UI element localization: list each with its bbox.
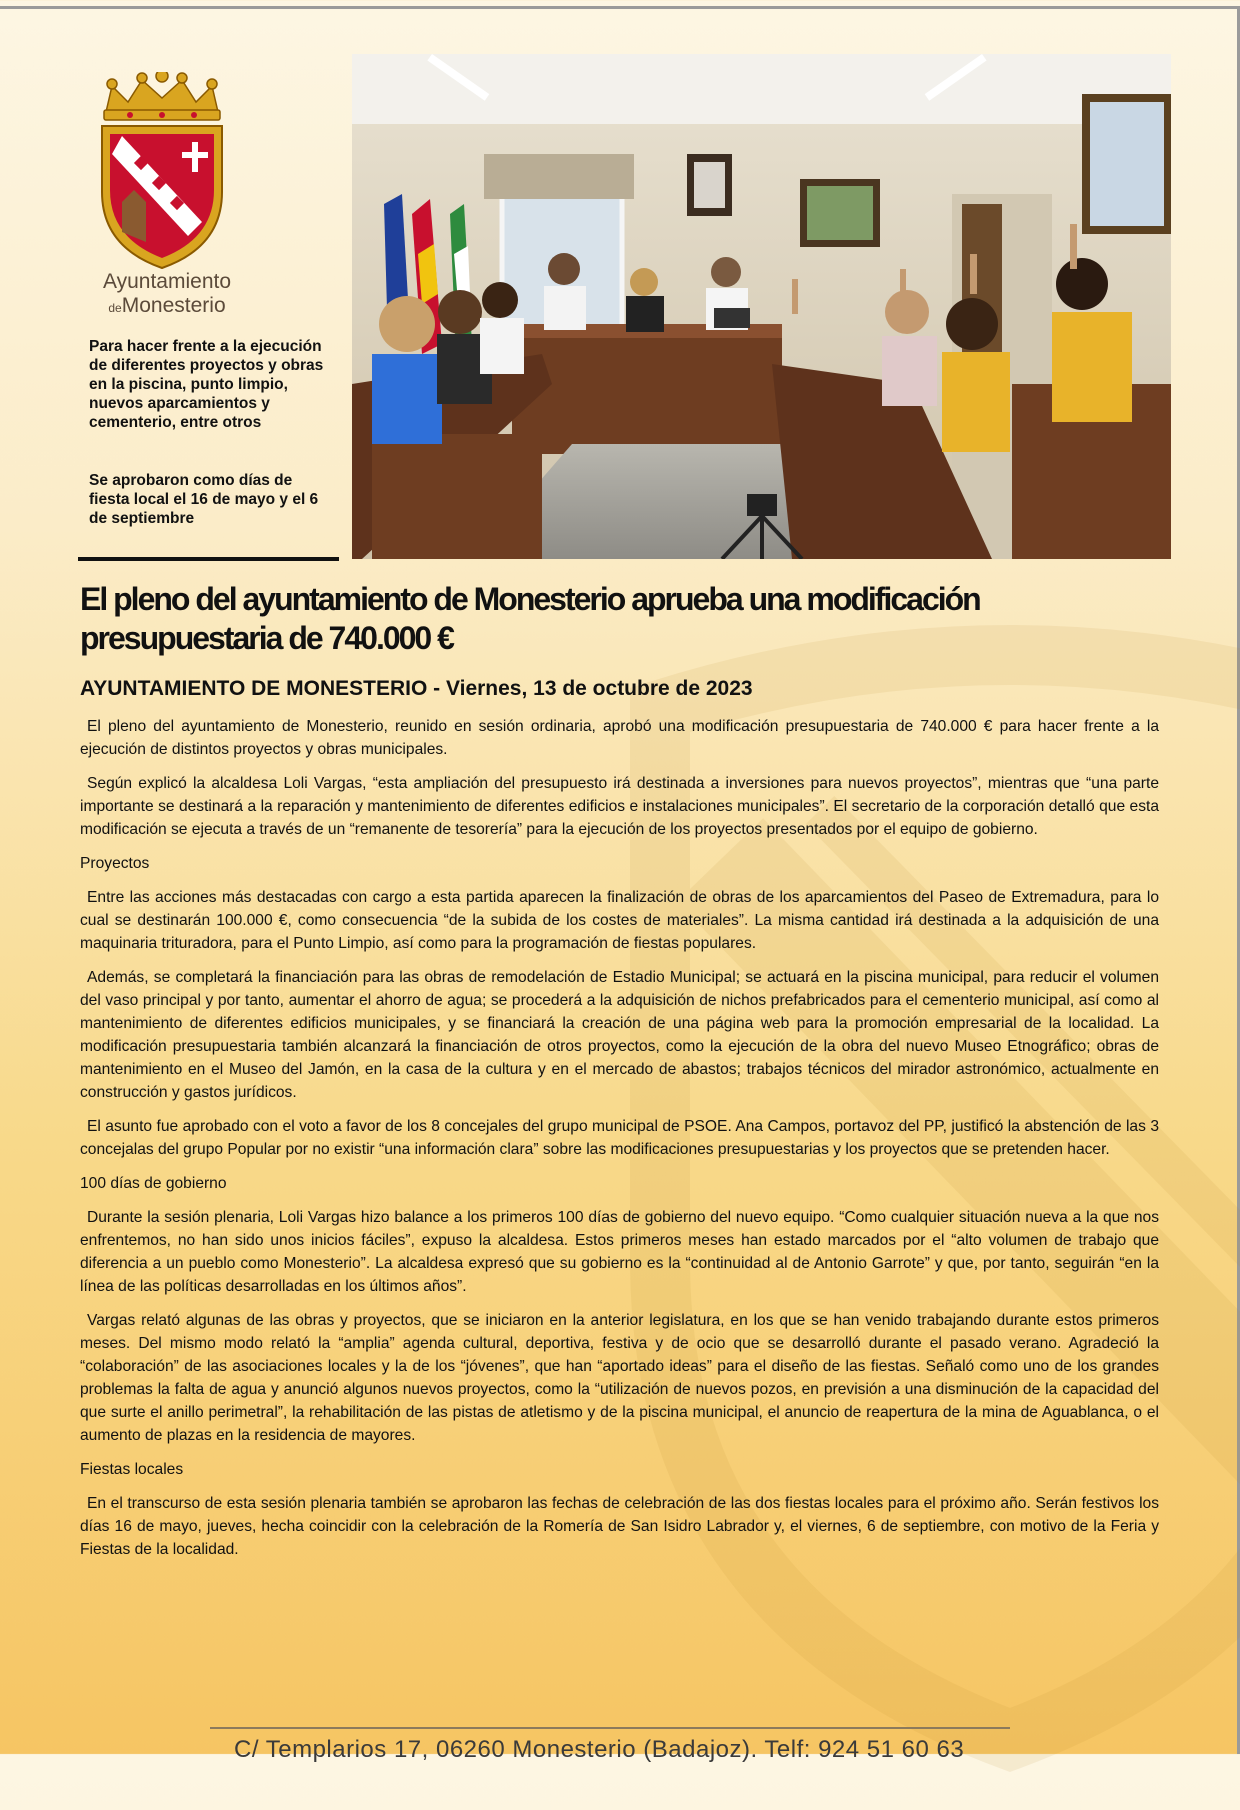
left-column-rule <box>78 557 339 561</box>
paragraph-7: Vargas relató algunas de las obras y proyectos, que se iniciaron en la anterior legislatura, en los que se han venido trabajando durante estos primeros meses. Del mismo modo relató la “amplia” agenda cultural, deportiva, festiva y de ocio que se desarrolló durante el pasado verano. Agradeció la “colaboración” de las asociaciones locales y la de los “jóvenes”, que han “aportado ideas” para el diseño de las fiestas. Señaló como uno de los grandes problemas la falta de agua y anunció algunos nuevos proyectos, como la “utilización de nuevos pozos, en previsión a una disminución de la capacidad del que surte el anillo perimetral”, la rehabilitación de las pistas de atletismo y de la piscina municipal, el anuncio de reapertura de la mina de Aguablanca, o el aumento de plazas en la residencia de mayores. <box>80 1312 1159 1444</box>
footer-rule <box>210 1727 1010 1729</box>
coat-of-arms-icon <box>92 72 232 272</box>
logo-line1: Ayuntamiento <box>102 270 232 293</box>
byline-source: AYUNTAMIENTO DE MONESTERIO <box>80 677 428 700</box>
paragraph-4: Además, se completará la financiación para las obras de remodelación de Estadio Municipal; se actuará en la piscina municipal, para reducir el volumen del vaso principal y por tanto, aumentar el ahorro de agua; se procederá a la adquisición de nichos prefabricados para el cementerio municipal, así como al mantenimiento de diferentes edificios municipales, y se financiará la creación de una página web para la promoción empresarial de la localidad. La modificación presupuestaria también alcanzará la financiación de otros proyectos, como la ejecución de la obra del nuevo Museo Etnográfico; obras de mantenimiento en el Museo del Jamón, en la casa de la cultura y en el mercado de abastos; trabajos técnicos del mirador astronómico, actualmente en construcción y gastos jurídicos. <box>80 969 1159 1101</box>
paragraph-5: El asunto fue aprobado con el voto a favor de los 8 concejales del grupo municipal de PSOE. Ana Campos, portavoz del PP, justificó la abstención de las 3 concejalas del grupo Popular por no existir “una información clara” sobre las modificaciones presupuestarias y los proyectos que se pretenden hacer. <box>80 1118 1159 1158</box>
paragraph-1: El pleno del ayuntamiento de Monesterio, reunido en sesión ordinaria, aprobó una modificación presupuestaria de 740.000 € para hacer frente a la ejecución de distintos proyectos y obras municipales. <box>80 718 1159 758</box>
logo-line2-prefix: de <box>108 301 122 315</box>
paragraph-2: Según explicó la alcaldesa Loli Vargas, “esta ampliación del presupuesto irá destinada a inversiones para nuevos proyectos”, mientras que “una parte importante se destinará a la reparación y mantenimiento de diferentes edificios e instalaciones municipales”. El secretario de la corporación detalló que esta modificación se ejecuta a través de un “remanente de tesorería” para la ejecución de los proyectos presentados por el equipo de gobierno. <box>80 775 1159 838</box>
logo-wordmark <box>82 270 252 320</box>
subhead-fiestas: Se aprobaron como días de fiesta local el 16 de mayo y el 6 de septiembre <box>89 472 319 527</box>
paragraph-8: En el transcurso de esta sesión plenaria también se aprobaron las fechas de celebración de las dos fiestas locales para el próximo año. Serán festivos los días 16 de mayo, jueves, hecha coincidir con la celebración de la Romería de San Isidro Labrador y, el viernes, 6 de septiembre, con motivo de la Feria y Fiestas de la localidad. <box>80 1495 1159 1558</box>
logo-line2-name: Monesterio <box>121 294 226 317</box>
paragraph-3: Entre las acciones más destacadas con cargo a esta partida aparecen la finalización de obras de los aparcamientos del Paseo de Extremadura, para lo cual se destinarán 100.000 €, como consecuencia “de la subida de los costes de materiales”. La misma cantidad irá destinada a la adquisición de una maquinaria trituradora, para el Punto Limpio, así como para la programación de fiestas populares. <box>80 889 1159 952</box>
article-byline <box>80 676 1170 702</box>
article-headline: El pleno del ayuntamiento de Monesterio aprueba una modificación presupuestaria de 740.000 € <box>80 581 980 656</box>
paragraph-6: Durante la sesión plenaria, Loli Vargas hizo balance a los primeros 100 días de gobierno del nuevo equipo. “Como cualquier situación nueva a la que nos enfrentemos, no han sido unos inicios fáciles”, expuso la alcaldesa. Estos primeros meses han estado marcados por el “alto volumen de trabajo que diferencia a un pueblo como Monesterio”. La alcaldesa expresó que su gobierno es la “continuidad al de Antonio Garrote” y que, por tanto, seguirán “en la línea de las políticas desarrolladas en los últimos años”. <box>80 1209 1159 1295</box>
section-heading-100-dias: 100 días de gobierno <box>80 1175 227 1192</box>
section-heading-fiestas: Fiestas locales <box>80 1461 184 1478</box>
byline-separator: - <box>427 677 446 700</box>
subhead-projects: Para hacer frente a la ejecución de diferentes proyectos y obras en la piscina, punto limpio, nuevos aparcamientos y cementerio, entre otros <box>89 338 324 431</box>
top-border <box>0 6 1240 9</box>
footer-address: C/ Templarios 17, 06260 Monesterio (Badajoz). Telf: 924 51 60 63 <box>234 1736 965 1763</box>
byline-date: Viernes, 13 de octubre de 2023 <box>445 677 753 700</box>
section-heading-proyectos: Proyectos <box>80 855 150 872</box>
meeting-photo-icon <box>352 54 1171 559</box>
article-body <box>80 715 1159 1572</box>
logo-line2 <box>82 294 252 320</box>
council-meeting-photo <box>352 54 1171 559</box>
